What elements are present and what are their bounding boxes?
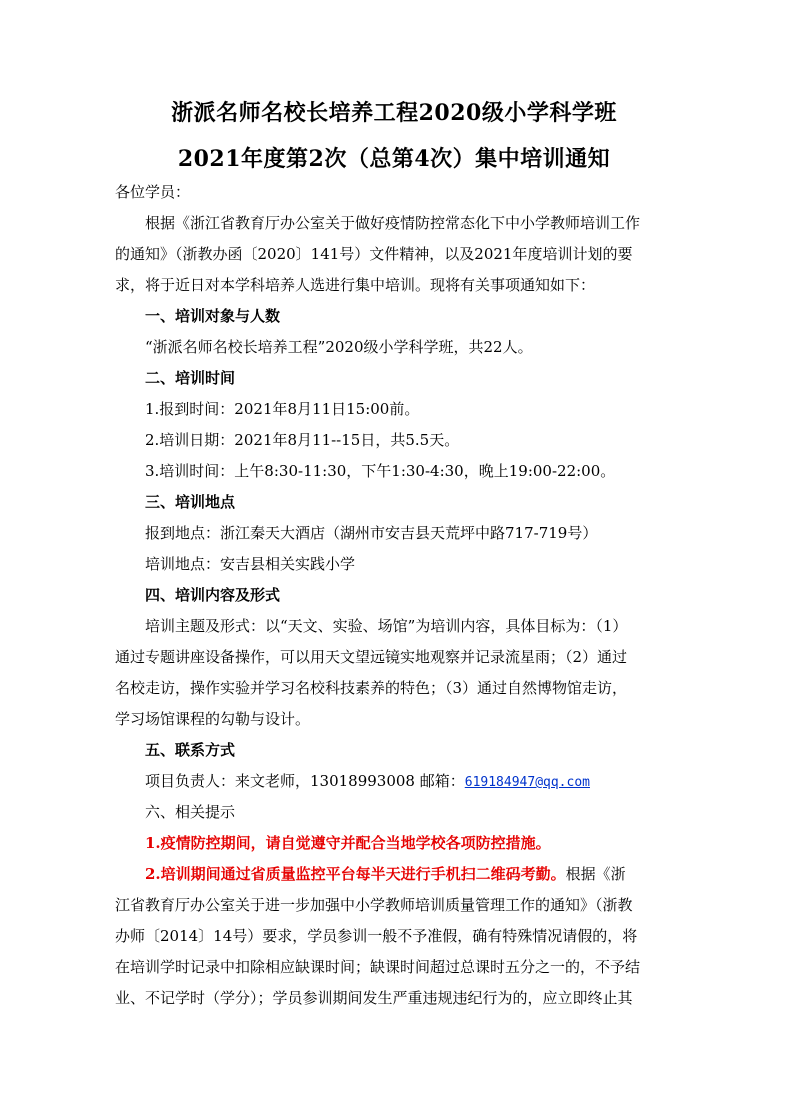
- section4-line-4: 学习场馆课程的勾勒与设计。: [115, 710, 311, 728]
- section2-item-2: 2.培训日期：2021年8月11--15日，共5.5天。: [145, 431, 460, 449]
- section1-text: “浙派名师名校长培养工程”2020级小学科学班，共22人。: [145, 338, 533, 356]
- tip-2-text: 根据《浙: [565, 865, 626, 883]
- section6-line-5: 业、不记学时（学分）；学员参训期间发生严重违规违纪行为的，应立即终止其: [115, 989, 633, 1007]
- section6-tip-2: [145, 864, 626, 884]
- section1-heading: 一、培训对象与人数: [145, 307, 281, 325]
- intro-line-2: 的通知》（浙教办函〔2020〕141号）文件精神，以及2021年度培训计划的要: [115, 245, 633, 263]
- section2-heading: 二、培训时间: [145, 369, 236, 387]
- section3-venue: 培训地点：安吉县相关实践小学: [145, 555, 356, 573]
- section6-line-4: 在培训学时记录中扣除相应缺课时间；缺课时间超过总课时五分之一的，不予结: [115, 958, 641, 976]
- section2-item-3: 3.培训时间：上午8:30-11:30，下午1:30-4:30，晚上19:00-22:00。: [145, 462, 616, 480]
- section3-checkin: 报到地点：浙江秦天大酒店（湖州市安吉县天荒坪中路717-719号）: [145, 524, 598, 542]
- section5-contact: [145, 771, 590, 793]
- section6-line-2: 江省教育厅办公室关于进一步加强中小学教师培训质量管理工作的通知》（浙教: [115, 896, 633, 914]
- section4-line-2: 通过专题讲座设备操作，可以用天文望远镜实地观察并记录流星雨；（2）通过: [115, 648, 628, 666]
- contact-text: 项目负责人：来文老师，13018993008 邮箱：: [145, 772, 465, 790]
- document-title-line2: 2021年度第2次（总第4次）集中培训通知: [177, 146, 611, 172]
- document-title-line1: 浙派名师名校长培养工程2020级小学科学班: [171, 100, 617, 126]
- section4-line-3: 名校走访，操作实验并学习名校科技素养的特色；（3）通过自然博物馆走访，: [115, 679, 628, 697]
- intro-line-3: 求，将于近日对本学科培养人选进行集中培训。现将有关事项通知如下：: [115, 276, 596, 294]
- email-link[interactable]: 619184947@qq.com: [464, 775, 590, 790]
- tip-2-highlight: 2.培训期间通过省质量监控平台每半天进行手机扫二维码考勤。: [145, 865, 566, 883]
- section3-heading: 三、培训地点: [145, 493, 236, 511]
- section6-line-3: 办师〔2014〕14号）要求，学员参训一般不予准假，确有特殊情况请假的，将: [115, 927, 638, 945]
- section6-heading: 六、相关提示: [145, 803, 236, 821]
- section5-heading: 五、联系方式: [145, 741, 236, 759]
- section4-line-1: 培训主题及形式：以“天文、实验、场馆”为培训内容，具体目标为：（1）: [145, 617, 628, 635]
- section4-heading: 四、培训内容及形式: [145, 586, 281, 604]
- section2-item-1: 1.报到时间：2021年8月11日15:00前。: [145, 400, 420, 418]
- salutation: 各位学员：: [115, 183, 191, 201]
- section6-tip-1: 1.疫情防控期间，请自觉遵守并配合当地学校各项防控措施。: [145, 834, 551, 852]
- intro-line-1: 根据《浙江省教育厅办公室关于做好疫情防控常态化下中小学教师培训工作: [145, 214, 641, 232]
